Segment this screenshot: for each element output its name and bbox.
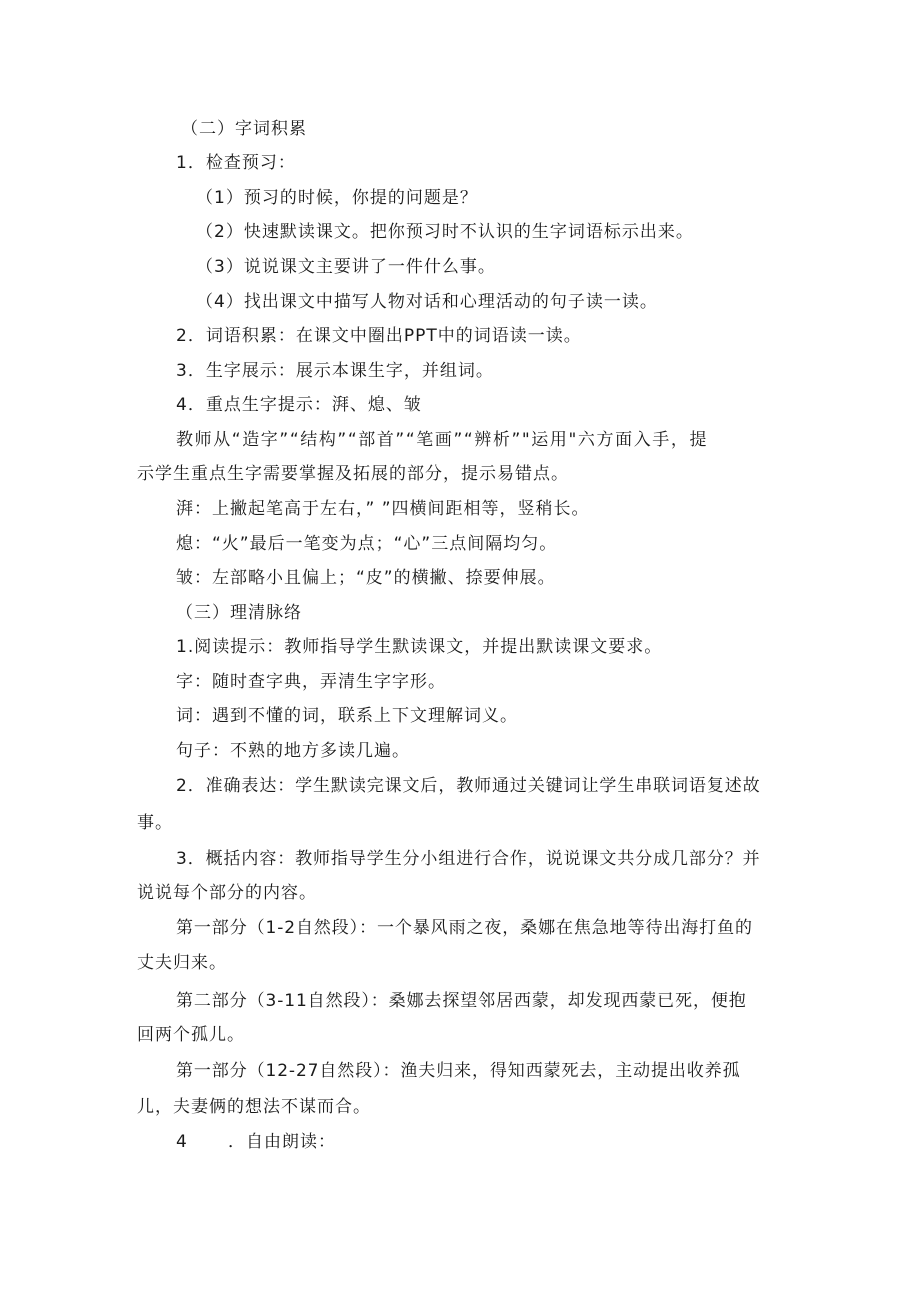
preview-question-2: （2）快速默读课文。把你预习时不认识的生字词语标示出来。 xyxy=(196,222,694,242)
character-note-pai: 湃：上撇起笔高于左右，” ”四横间距相等，竖稍长。 xyxy=(176,499,590,519)
summarize-content-line-2: 说说每个部分的内容。 xyxy=(137,883,317,903)
part-one-line-2: 丈夫归来。 xyxy=(137,953,227,973)
item-key-characters: 4．重点生字提示：湃、熄、皱 xyxy=(176,395,422,415)
part-one-line-1: 第一部分（1-2自然段）：一个暴风雨之夜，桑娜在焦急地等待出海打鱼的 xyxy=(176,918,753,938)
item-check-preview: 1．检查预习： xyxy=(176,153,296,173)
preview-question-1: （1）预习的时候，你提的问题是？ xyxy=(196,188,478,208)
teacher-paragraph-line-2: 示学生重点生字需要掌握及拓展的部分，提示易错点。 xyxy=(137,464,569,484)
preview-question-3: （3）说说课文主要讲了一件什么事。 xyxy=(196,257,496,277)
free-reading-number: 4 xyxy=(176,1132,188,1152)
summarize-content-line-1: 3．概括内容：教师指导学生分小组进行合作，说说课文共分成几部分？并 xyxy=(176,849,761,869)
section-heading-vocabulary: （二）字词积累 xyxy=(181,119,307,139)
character-note-xi: 熄：“火”最后一笔变为点；“心”三点间隔均匀。 xyxy=(176,534,558,554)
character-note-zhou: 皱：左部略小且偏上；“皮”的横撇、捺要伸展。 xyxy=(176,568,556,588)
item-character-display: 3．生字展示：展示本课生字，并组词。 xyxy=(176,361,494,381)
part-two-line-2: 回两个孤儿。 xyxy=(137,1025,245,1045)
accurate-expression-line-2: 事。 xyxy=(137,813,173,833)
free-reading-label: ．自由朗读： xyxy=(228,1132,336,1152)
reading-tips: 1.阅读提示：教师指导学生默读课文，并提出默读课文要求。 xyxy=(176,637,663,657)
item-word-accumulation: 2．词语积累：在课文中圈出PPT中的词语读一读。 xyxy=(176,326,582,346)
part-three-line-1: 第一部分（12-27自然段）：渔夫归来，得知西蒙死去，主动提出收养孤 xyxy=(176,1061,741,1081)
part-three-line-2: 儿，夫妻俩的想法不谋而合。 xyxy=(137,1097,371,1117)
preview-question-4: （4）找出课文中描写人物对话和心理活动的句子读一读。 xyxy=(196,292,658,312)
teacher-paragraph-line-1: 教师从“造字”“结构”“部首”“笔画”“辨析”"运用"六方面入手，提 xyxy=(176,430,709,450)
requirement-words: 词：遇到不懂的词，联系上下文理解词义。 xyxy=(176,706,518,726)
requirement-sentences: 句子：不熟的地方多读几遍。 xyxy=(176,741,410,761)
part-two-line-1: 第二部分（3-11自然段）：桑娜去探望邻居西蒙，却发现西蒙已死，便抱 xyxy=(176,991,747,1011)
section-heading-structure: （三）理清脉络 xyxy=(176,603,302,623)
accurate-expression-line-1: 2．准确表达：学生默读完课文后，教师通过关键词让学生串联词语复述故 xyxy=(176,776,761,796)
requirement-characters: 字：随时查字典，弄清生字字形。 xyxy=(176,672,446,692)
